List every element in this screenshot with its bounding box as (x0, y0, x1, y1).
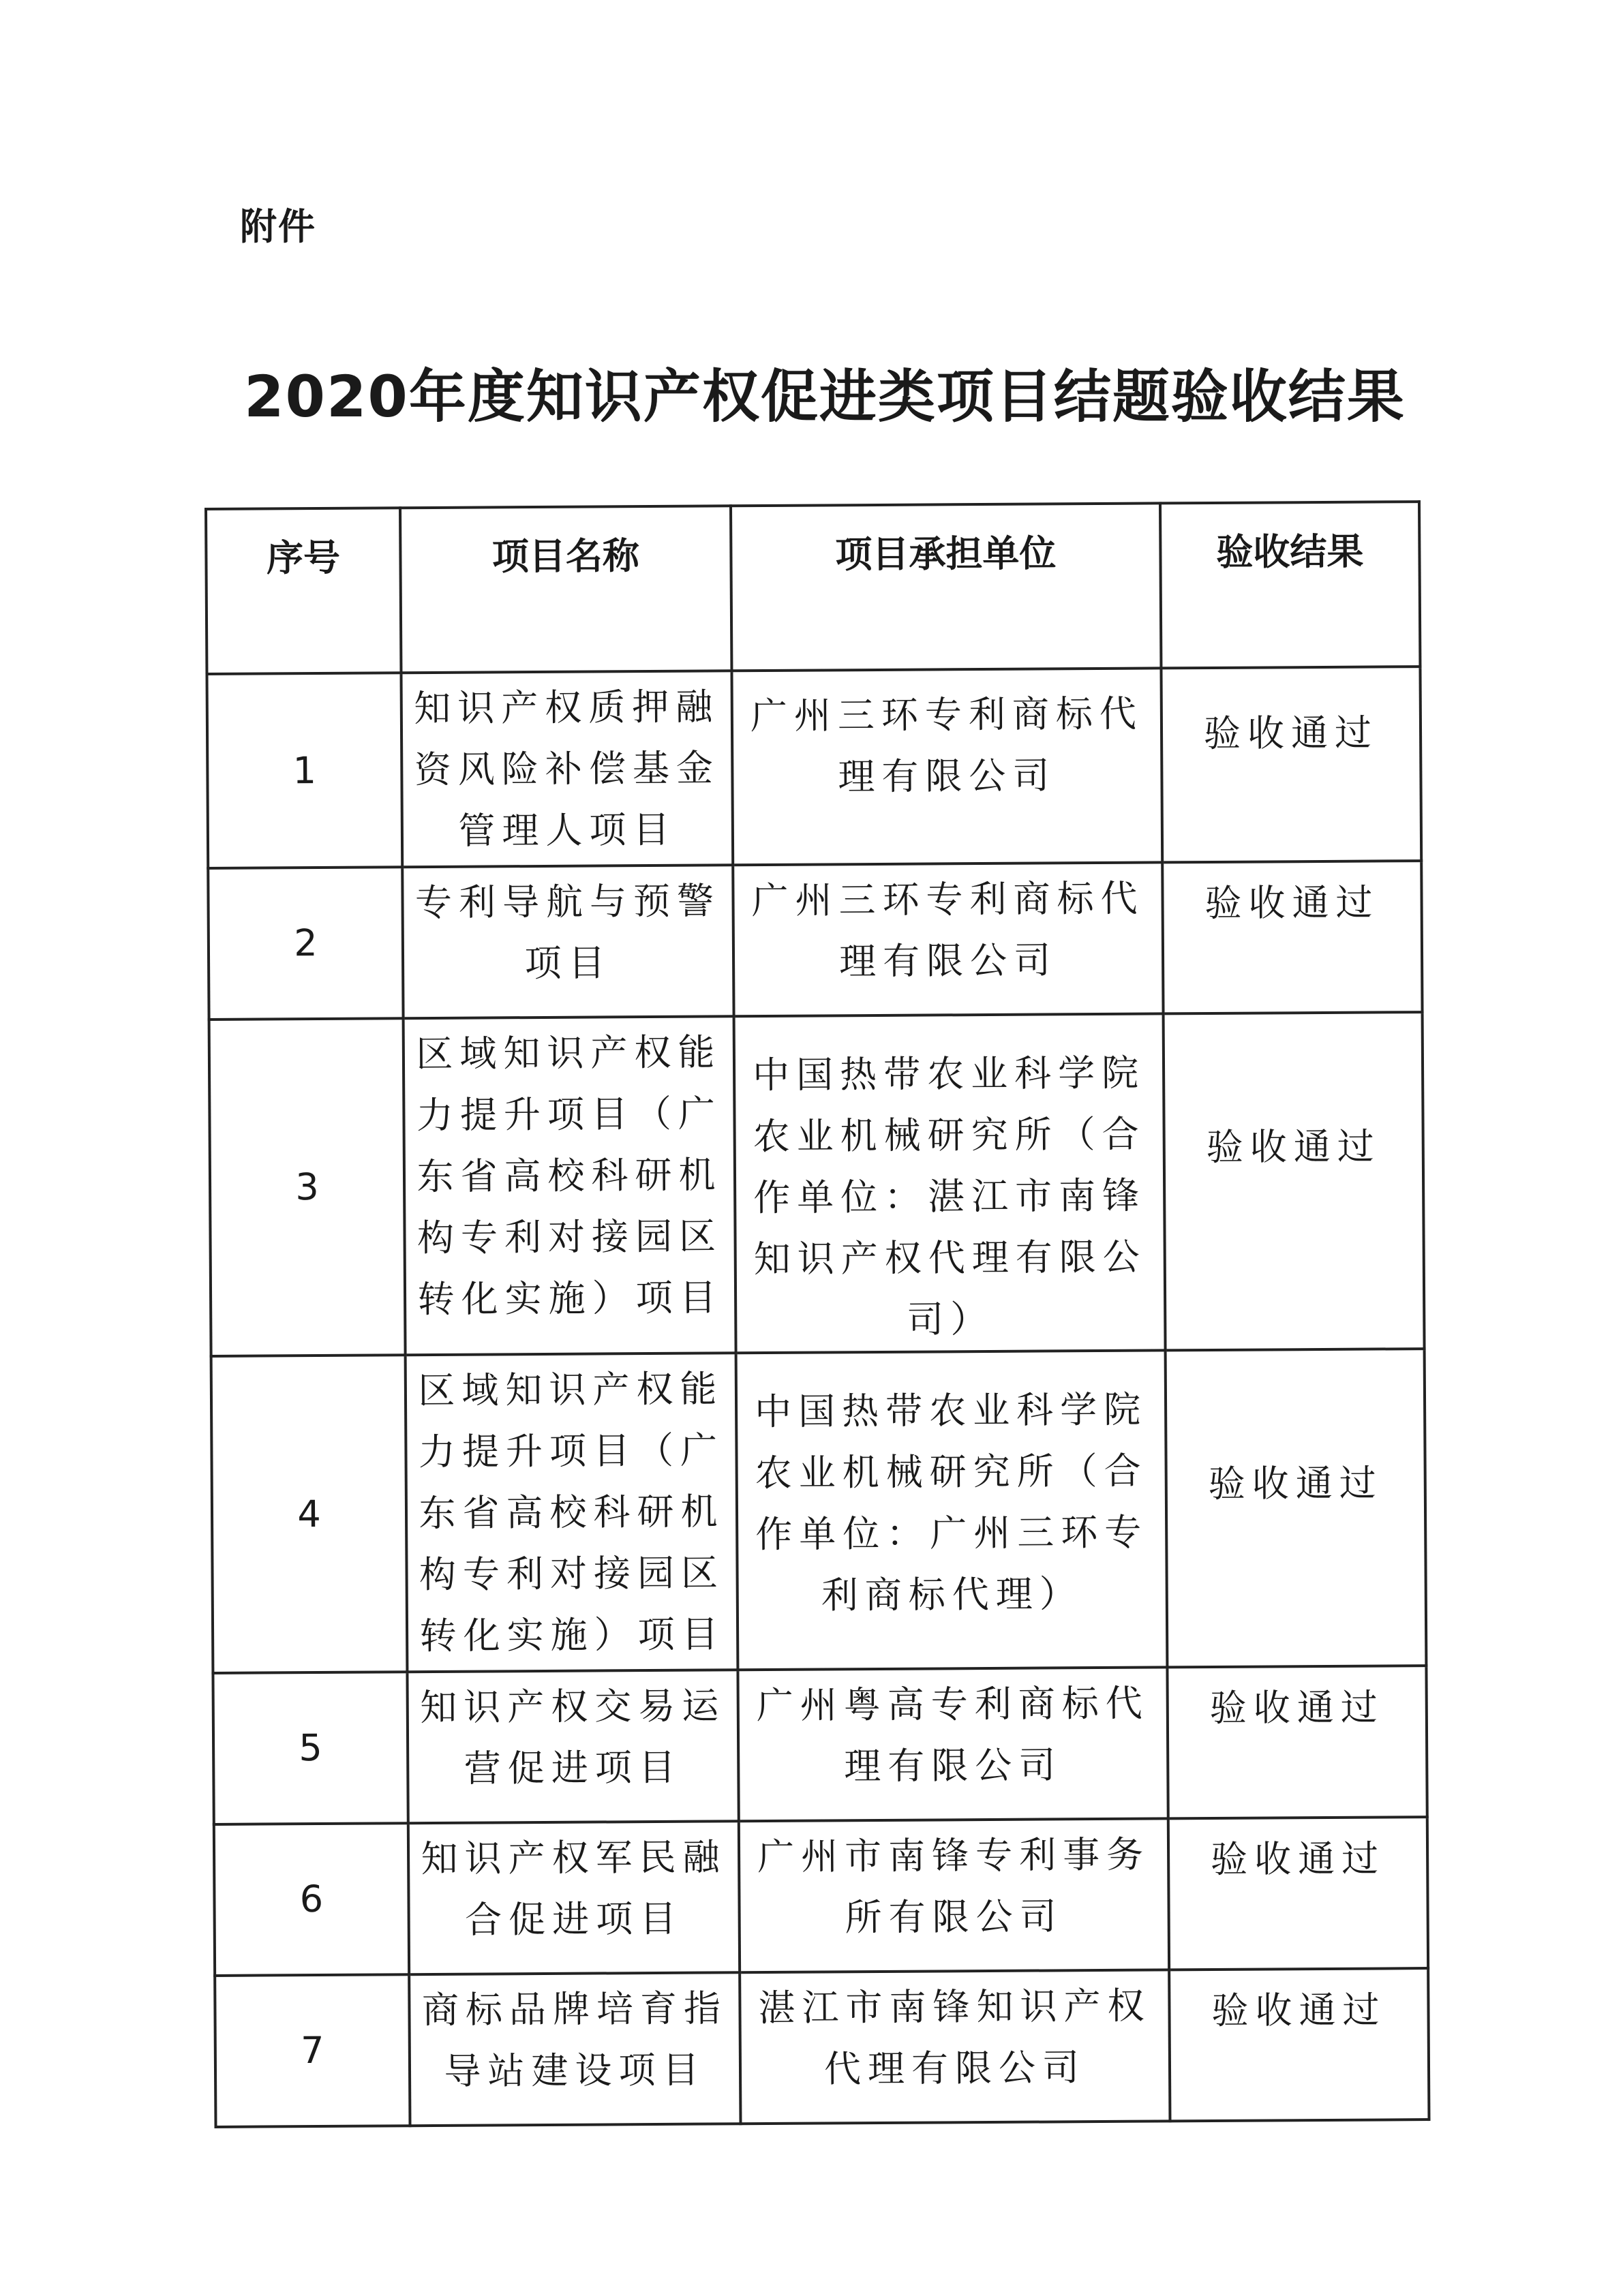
col-header-index: 序号 (206, 508, 401, 674)
project-name: 商标品牌培育指导站建设项目 (409, 1972, 740, 2126)
table-header-row (206, 502, 1420, 674)
project-name: 知识产权质押融资风险补偿基金管理人项目 (401, 671, 733, 867)
project-name: 区域知识产权能力提升项目（广东省高校科研机构专利对接园区转化实施）项目 (404, 1016, 736, 1355)
project-name: 知识产权军民融合促进项目 (408, 1821, 740, 1974)
project-name: 专利导航与预警项目 (402, 865, 733, 1018)
row-index: 7 (215, 1974, 410, 2127)
col-header-result: 验收结果 (1160, 502, 1420, 668)
attachment-label: 附件 (240, 205, 316, 248)
acceptance-result: 验收通过 (1167, 1666, 1427, 1818)
project-unit: 广州粤高专利商标代理有限公司 (738, 1667, 1168, 1821)
project-unit: 广州市南锋专利事务所有限公司 (739, 1818, 1169, 1972)
acceptance-result: 验收通过 (1168, 1817, 1428, 1970)
project-unit: 中国热带农业科学院农业机械研究所（合作单位：广州三环专利商标代理） (736, 1350, 1168, 1670)
project-name: 知识产权交易运营促进项目 (407, 1670, 738, 1823)
acceptance-result: 验收通过 (1161, 667, 1421, 862)
acceptance-result: 验收通过 (1166, 1349, 1427, 1667)
project-unit: 中国热带农业科学院农业机械研究所（合作单位：湛江市南锋知识产权代理有限公司） (734, 1013, 1166, 1353)
table-row (209, 1012, 1425, 1356)
col-header-unit: 项目承担单位 (731, 503, 1161, 671)
row-index: 5 (213, 1672, 408, 1824)
results-table (204, 500, 1430, 2128)
table-row (214, 1817, 1428, 1976)
row-index: 2 (208, 867, 403, 1020)
row-index: 3 (209, 1018, 406, 1356)
row-index: 1 (207, 673, 402, 868)
table-row (207, 667, 1421, 868)
acceptance-result: 验收通过 (1164, 1012, 1425, 1350)
acceptance-result: 验收通过 (1162, 861, 1422, 1013)
col-header-project-name: 项目名称 (400, 506, 731, 673)
table-row (211, 1349, 1427, 1673)
table-row (208, 861, 1422, 1020)
row-index: 6 (214, 1823, 409, 1976)
row-index: 4 (211, 1355, 408, 1673)
table-row (213, 1666, 1427, 1824)
document-title: 2020年度知识产权促进类项目结题验收结果 (244, 363, 1406, 430)
acceptance-result: 验收通过 (1169, 1968, 1429, 2121)
project-unit: 广州三环专利商标代理有限公司 (731, 668, 1162, 865)
project-unit: 广州三环专利商标代理有限公司 (733, 862, 1163, 1016)
project-unit: 湛江市南锋知识产权代理有限公司 (740, 1970, 1170, 2124)
project-name: 区域知识产权能力提升项目（广东省高校科研机构专利对接园区转化实施）项目 (406, 1353, 738, 1672)
table-row (215, 1968, 1429, 2127)
